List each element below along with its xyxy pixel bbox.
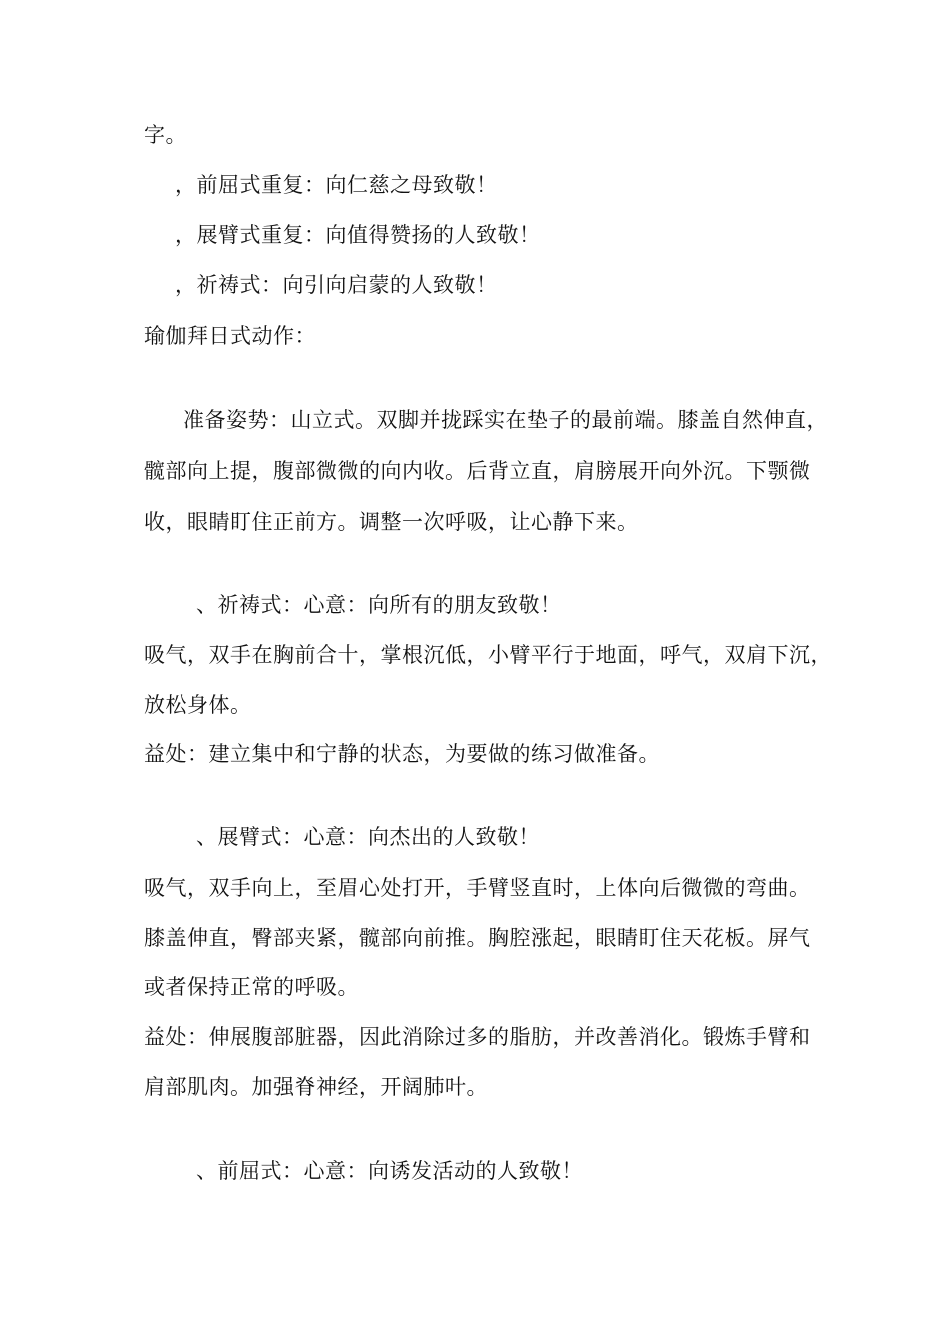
text-line-prayer-pose-final: ，祈祷式：向引向启蒙的人致敬！	[175, 273, 498, 297]
arm-stretch-paragraph-line-1: 吸气，双手向上，至眉心处打开，手臂竖直时，上体向后微微的弯曲。	[144, 876, 811, 900]
section-heading: 瑜伽拜日式动作：	[144, 324, 316, 348]
arm-stretch-benefit-line-1: 益处：伸展腹部脏器，因此消除过多的脂肪，并改善消化。锻炼手臂和	[144, 1025, 811, 1049]
prayer-paragraph-line-1: 吸气，双手在胸前合十，掌根沉低，小臂平行于地面，呼气，双肩下沉，	[144, 643, 832, 667]
text-line-arm-stretch-repeat: ，展臂式重复：向值得赞扬的人致敬！	[175, 223, 541, 247]
prayer-paragraph-line-2: 放松身体。	[144, 693, 252, 717]
prep-paragraph-line-2: 髋部向上提，腹部微微的向内收。后背立直，肩膀展开向外沉。下颚微	[144, 459, 811, 483]
prep-paragraph-line-1: 准备姿势：山立式。双脚并拢踩实在垫子的最前端。膝盖自然伸直，	[183, 408, 828, 432]
step-heading-prayer-pose: 、祈祷式：心意：向所有的朋友致敬！	[196, 593, 562, 617]
text-line-continuation: 字。	[144, 123, 187, 147]
text-line-forward-bend-repeat: ，前屈式重复：向仁慈之母致敬！	[175, 173, 498, 197]
arm-stretch-paragraph-line-3: 或者保持正常的呼吸。	[144, 975, 359, 999]
prep-paragraph-line-3: 收，眼睛盯住正前方。调整一次呼吸，让心静下来。	[144, 510, 639, 534]
prayer-benefit: 益处：建立集中和宁静的状态，为要做的练习做准备。	[144, 742, 660, 766]
arm-stretch-benefit-line-2: 肩部肌肉。加强脊神经，开阔肺叶。	[144, 1075, 488, 1099]
step-heading-arm-stretch: 、展臂式：心意：向杰出的人致敬！	[196, 825, 540, 849]
step-heading-forward-bend: 、前屈式：心意：向诱发活动的人致敬！	[196, 1159, 583, 1183]
arm-stretch-paragraph-line-2: 膝盖伸直，臀部夹紧，髋部向前推。胸腔涨起，眼睛盯住天花板。屏气	[144, 926, 811, 950]
